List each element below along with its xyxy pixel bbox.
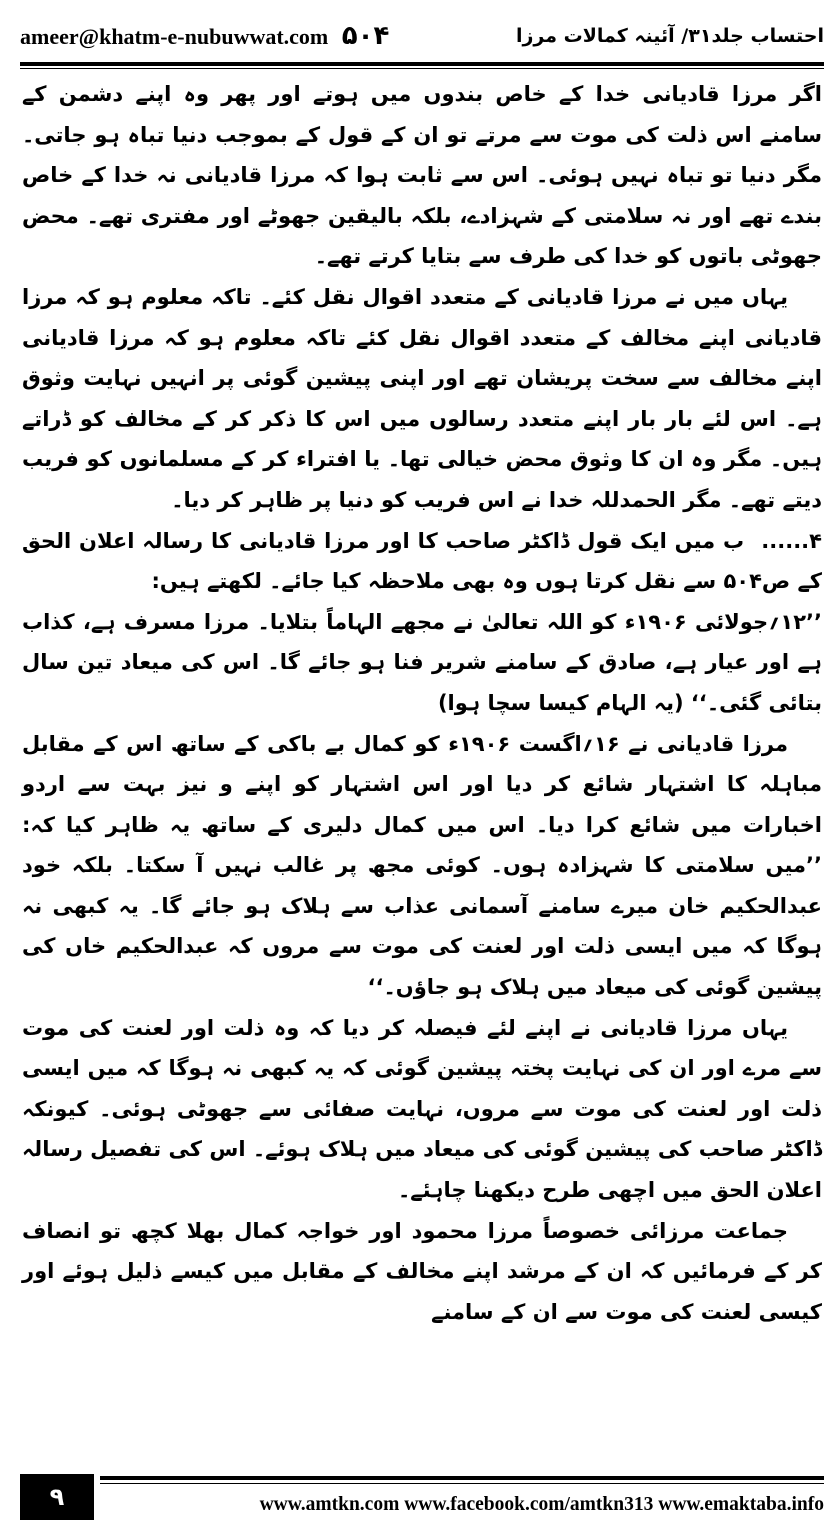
- email-text: ameer@khatm-e-nubuwwat.com: [20, 24, 329, 49]
- header-email: [20, 21, 389, 51]
- footer-page-number: ۹: [20, 1474, 94, 1520]
- paragraph-6: یہاں مرزا قادیانی نے اپنے لئے فیصلہ کر دیا کہ وہ ذلت اور لعنت کی موت سے مرے اور ان کی نہایت پختہ پیشین گوئی کہ یہ کبھی نہ ہوگا کہ میں ایسی ذلت اور لعنت کی موت سے مروں، نہایت صفائی سے جھوٹی ہوئی۔ کیونکہ ڈاکٹر صاحب کی پیشین گوئی کی میعاد میں ہلاک ہوئے۔ اس کی تفصیل رسالہ اعلان الحق میں اچھی طرح دیکھنا چاہئے۔: [22, 1015, 822, 1203]
- header-rule-thin: [20, 68, 824, 69]
- header-page-number: ۵۰۴: [341, 21, 390, 51]
- page-header: [20, 14, 824, 58]
- section-marker: ۴......: [761, 528, 822, 553]
- footer-rule: [100, 1476, 824, 1480]
- footer-links: www.amtkn.com www.facebook.com/amtkn313 www.emaktaba.info: [259, 1494, 824, 1515]
- paragraph-7: جماعت مرزائی خصوصاً مرزا محمود اور خواجہ کمال بھلا کچھ تو انصاف کر کے فرمائیں کہ ان کے مرشد اپنے مخالف کے مقابل میں کیسے ذلیل ہوئے اور کیسی لعنت کی موت سے ان کے سامنے: [22, 1218, 822, 1324]
- footer-rule-thin: [100, 1483, 824, 1484]
- paragraph-3: [22, 521, 822, 602]
- page-body: [22, 74, 822, 1332]
- header-rule: [20, 62, 824, 66]
- paragraph-1: اگر مرزا قادیانی خدا کے خاص بندوں میں ہوتے اور پھر وہ اپنے دشمن کے سامنے اس ذلت کی موت سے مرتے تو ان کے قول کے بموجب دنیا تباہ ہو جاتی۔ مگر دنیا تو تباہ نہیں ہوئی۔ اس سے ثابت ہوا کہ مرزا قادیانی نہ خدا کے خاص بندے تھے اور نہ سلامتی کے شہزادے، بلکہ بالیقین جھوٹے اور مفتری تھے۔ محض جھوٹی باتوں کو خدا کی طرف سے بتایا کرتے تھے۔: [22, 82, 822, 269]
- paragraph-5: مرزا قادیانی نے ۱۶؍اگست ۱۹۰۶ء کو کمال بے باکی کے ساتھ اس کے مقابل مباہلہ کا اشتہار شائع کر دیا اور اس اشتہار کو اپنے و نیز بہت سے اردو اخبارات میں شائع کرا دیا۔ اس میں کمال دلیری کے ساتھ یہ ظاہر کیا کہ: ’’میں سلامتی کا شہزادہ ہوں۔ کوئی مجھ پر غالب نہیں آ سکتا۔ بلکہ خود عبدالحکیم خان میرے سامنے آسمانی عذاب سے ہلاک ہو جائے گا۔ یہ کبھی نہ ہوگا کہ میں ایسی ذلت اور لعنت کی موت سے مروں کہ عبدالحکیم خاں کی پیشین گوئی کی میعاد میں ہلاک ہو جاؤں۔‘‘: [22, 731, 822, 1000]
- paragraph-2: یہاں میں نے مرزا قادیانی کے متعدد اقوال نقل کئے۔ تاکہ معلوم ہو کہ مرزا قادیانی اپنے مخالف کے متعدد اقوال نقل کئے تاکہ معلوم ہو کہ مرزا قادیانی اپنے مخالف سے سخت پریشان تھے اور اپنی پیشین گوئی پر انہیں نہایت وثوق ہے۔ اس لئے بار بار اپنے متعدد رسالوں میں اس کا ذکر کر کے مخالف کو ڈراتے ہیں۔ مگر وہ ان کا وثوق محض خیالی تھا۔ یا افتراء کر کے مسلمانوں کو فریب دیتے تھے۔ مگر الحمدللہ خدا نے اس فریب کو دنیا پر ظاہر کر دیا۔: [22, 284, 822, 512]
- paragraph-3-text: ب میں ایک قول ڈاکٹر صاحب کا اور مرزا قادیانی کا رسالہ اعلان الحق کے ص۵۰۴ سے نقل کرتا ہوں وہ بھی ملاحظہ کیا جائے۔ لکھتے ہیں:: [22, 528, 822, 594]
- book-title: احتساب جلد۳۱/ آئینہ کمالات مرزا: [515, 25, 824, 47]
- quote-paragraph: ’’۱۲؍جولائی ۱۹۰۶ء کو اللہ تعالیٰ نے مجھے الہاماً بتلایا۔ مرزا مسرف ہے، کذاب ہے اور عیار ہے، صادق کے سامنے شریر فنا ہو جائے گا۔ اس کی میعاد تین سال بتائی گئی۔‘‘ (یہ الہام کیسا سچا ہوا): [22, 609, 822, 715]
